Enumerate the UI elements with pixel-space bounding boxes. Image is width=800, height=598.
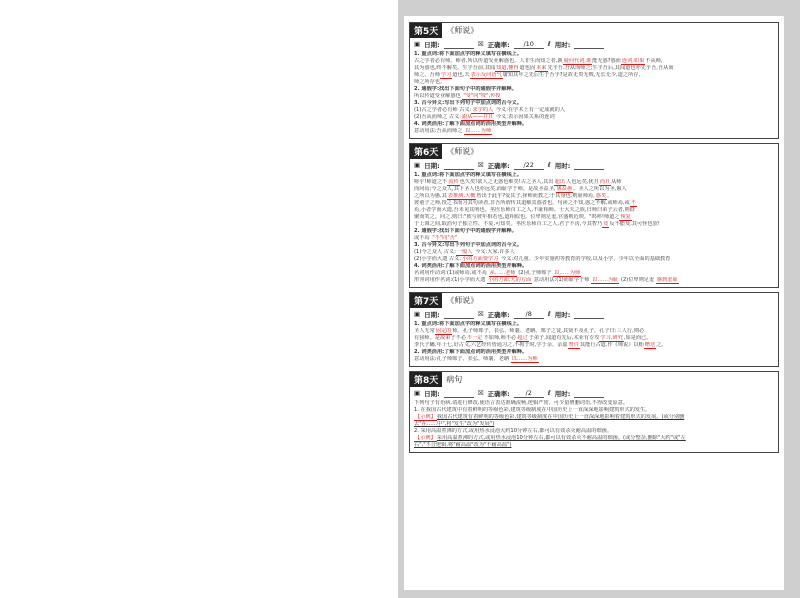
text-segment: 师之。吾师	[414, 72, 440, 78]
text-segment: (2)吾从而师之 古义:	[414, 114, 462, 120]
text-segment: 也久矣!欲人之无惑也难矣!古之圣人,其出	[459, 179, 554, 185]
text-line	[414, 328, 774, 335]
text-line	[414, 428, 774, 435]
text-segment: 4. 词类活用:了解下面加点词的活用类型并解释。	[414, 263, 528, 269]
text-segment: 。圣人之所以为圣,愚人	[573, 186, 627, 192]
answer-blank: 学习,研究	[600, 335, 623, 341]
answer-blank: 知道,懂得	[496, 65, 519, 71]
answer-blank: 恢复	[620, 214, 631, 220]
question-line	[414, 228, 774, 235]
text-segment: 意动用法:吾从而师之	[414, 128, 465, 134]
question-line	[414, 86, 774, 93]
answer-blank: 以……为师	[465, 128, 492, 134]
accuracy-value: /2	[514, 389, 544, 398]
text-segment: 人也远矣,犹且	[566, 179, 599, 185]
day-label: 第5天	[410, 23, 442, 38]
section-title: 《师说》	[446, 26, 479, 35]
text-segment: 1. 重点词:将下面加点字的释义填写在横线上。	[414, 172, 523, 178]
answer-blank: 表推测,大概	[447, 193, 476, 199]
meta-row	[414, 40, 774, 49]
time-field[interactable]	[574, 389, 604, 398]
question-line	[414, 321, 774, 328]
date-label: 日期:	[424, 162, 440, 170]
text-line	[414, 107, 774, 114]
answer-blank: 小的方面要学习	[462, 256, 499, 262]
text-line	[414, 114, 774, 121]
text-segment: 皆出于此乎?爱其子,择师而教之;于其身也,则耻师焉,	[476, 193, 595, 199]
time-field[interactable]	[574, 310, 604, 319]
text-segment: 。	[607, 193, 613, 199]
text-segment: 2. 词类活用:了解下面加点词的活用类型并解释。	[414, 349, 528, 355]
answer-blank: 连词,如果	[621, 58, 645, 64]
question-line	[414, 349, 774, 356]
answer-blank: 小的方面,大的方面	[488, 277, 532, 283]
meta-row	[414, 161, 774, 170]
text-line	[414, 65, 774, 72]
meta-row	[414, 310, 774, 319]
text-segment: 其能行古道,作《师说》以贻	[579, 342, 644, 348]
day-section	[409, 371, 779, 453]
text-line	[414, 277, 774, 284]
text-segment: 有我师。是故弟子不必	[414, 335, 466, 341]
answer-blank: 感到羞耻	[656, 277, 678, 283]
text-segment: (2)孔子师郯子	[516, 270, 554, 276]
text-line	[414, 221, 774, 228]
question-line	[414, 242, 774, 249]
calendar-icon: ▣	[414, 310, 421, 318]
text-line	[414, 435, 774, 442]
example-text: 我国古代建筑有着鲜明的等级色彩,建筑等级制度在中国历史上一直深深地影响着建筑形式的发展。(或分别删	[436, 414, 685, 420]
text-segment: 或不焉	[414, 235, 432, 241]
answer-blank: 固定的	[435, 328, 452, 334]
text-line	[414, 256, 774, 263]
check-icon: ☒	[477, 161, 484, 169]
example-text: 采用高温煮沸的方式,或用热水浸泡10分钟左右,都可以有效杀灭不耐高温的细菌。(或分整杂,删除"大约"或"左	[436, 435, 686, 441]
text-segment: 师之所存也。	[414, 79, 446, 85]
date-field[interactable]	[444, 310, 474, 319]
accuracy-label: 正确率:	[487, 162, 510, 170]
time-label: 用时:	[554, 311, 571, 319]
date-label: 日期:	[424, 41, 440, 49]
text-segment: 聚而笑之。问之,则曰:"彼与彼年相若也,道相似也。位卑则足羞,官盛则近谀。"呜呼!师道之	[414, 214, 620, 220]
text-segment: 今义:在学术上有一定成就的人	[494, 107, 566, 113]
text-segment: 先乎吾,吾从而师之;生乎吾后,其闻道也亦先乎吾,吾从而	[547, 65, 674, 71]
text-line	[414, 442, 774, 449]
answer-blank: 学习	[440, 72, 452, 78]
answer-blank: 从……老师	[489, 270, 516, 276]
answer-blank: 赞许	[568, 342, 579, 348]
text-segment: 所以传道受业解惑也	[414, 93, 463, 99]
meta-row	[414, 389, 774, 398]
example-text: 右","不合逻辑,将"耐高温"改为"不耐高温")	[414, 442, 512, 448]
question-line	[414, 121, 774, 128]
text-segment: 李氏子蟠,年十七,好古文,六艺经传皆通习之,不拘于时,学于余。余嘉	[414, 342, 568, 348]
text-segment: 于弟子,闻道有先后,术业有专攻	[528, 335, 600, 341]
text-segment: 1. 在我国古代建筑中有着鲜明的等级色彩,建筑等级制度在中国历史上一直深深地影响建筑形式的发生。	[414, 407, 651, 413]
answer-blank: 惑矣	[595, 193, 607, 199]
text-segment: 于上调之间,取消句子独立性	[414, 221, 478, 227]
day-section	[409, 143, 779, 288]
text-segment: (2)小学而大遗 古义:	[414, 256, 462, 262]
text-segment: 2. 通假字:找出下面句子中的通假字并解释。	[414, 86, 517, 92]
text-line	[414, 179, 774, 186]
section-header	[410, 372, 774, 387]
text-segment: (2)位卑则足羞	[619, 277, 656, 283]
text-segment: 3. 古今异义:写出下列句子中加点词的古今义。	[414, 242, 523, 248]
time-field[interactable]	[574, 161, 604, 170]
timer-icon: ℓ	[547, 310, 551, 318]
answer-blank: 竟	[603, 221, 609, 227]
text-segment: ,如是而已。	[623, 335, 652, 341]
example-text: 去"在……中",将"发生"改为"发展")	[414, 421, 495, 427]
answer-blank: 超出	[554, 179, 565, 185]
text-line	[414, 407, 774, 414]
section-title: 病句	[446, 375, 463, 384]
question-line	[414, 100, 774, 107]
answer-blank: "受"同"授",传授	[463, 93, 501, 99]
answer-blank: 一般人	[456, 249, 473, 255]
answer-blank: 不一定	[466, 335, 483, 341]
text-segment: 从师	[611, 179, 622, 185]
text-segment: 2. 采用高温煮沸的方式,或用热水浸泡大约10分钟左右,都可以有效杀灭耐高温的细菌。	[414, 428, 613, 434]
text-line	[414, 249, 774, 256]
answer-blank: 愚益愚	[556, 186, 573, 192]
accuracy-label: 正确率:	[487, 41, 510, 49]
text-line	[414, 186, 774, 193]
section-title: 《师说》	[446, 147, 479, 156]
accuracy-value: /10	[514, 40, 544, 49]
text-segment: 2. 通假字:找出下面句子中的通假字并解释。	[414, 228, 517, 234]
answer-blank: 跟从——并且	[462, 114, 494, 120]
section-header	[410, 293, 774, 308]
text-segment: 圣人无常	[414, 328, 435, 334]
text-segment: 3. 古今异义:写出下列句子中加点词的古今义。	[414, 100, 523, 106]
text-segment: 1. 重点词:将下面加点字的释义填写在横线上。	[414, 321, 523, 327]
time-field[interactable]	[574, 40, 604, 49]
text-segment: 师。孔子师郯子、苌弘、师襄、老聃。郯子之徒,其贤不及孔子。孔子曰:三人行,则必	[452, 328, 645, 334]
accuracy-label: 正确率:	[487, 311, 510, 319]
answer-blank: 超过	[517, 335, 528, 341]
text-segment: 而问焉;今之众人,其下圣人也亦远矣,而耻学于师。是故圣益圣,	[414, 186, 556, 192]
answer-blank: 本来	[536, 65, 547, 71]
text-segment: 道也固	[519, 65, 536, 71]
text-line	[414, 72, 774, 79]
text-line	[414, 414, 774, 421]
day-section	[409, 292, 779, 367]
date-field[interactable]	[444, 161, 474, 170]
text-segment: 4. 词类活用:了解下面加点词的活用类型并解释。	[414, 121, 528, 127]
text-segment: 之所以为愚,其	[414, 193, 447, 199]
text-line	[414, 235, 774, 242]
text-segment: 之。	[656, 342, 667, 348]
text-segment: (1)古之学者必有师 古义:	[414, 107, 472, 113]
question-line	[414, 172, 774, 179]
text-line	[414, 128, 774, 135]
answer-blank: 以……为师	[511, 356, 538, 362]
answer-blank: 疑问代词,谁	[563, 58, 592, 64]
text-segment: 今义:大家,许多人	[473, 249, 515, 255]
text-segment: 反不能及,其可怪也欤!	[609, 221, 660, 227]
text-segment: 下列句子有语病,请进行修改,使语言表达准确流畅,逻辑严密。可少量增删词语,不得改变原意。	[414, 400, 629, 406]
text-line	[414, 79, 774, 86]
day-section	[409, 22, 779, 139]
time-label: 用时:	[554, 162, 571, 170]
text-segment: 名词用作动词:(1)或师焉,或不焉	[414, 270, 489, 276]
accuracy-value: /8	[514, 310, 544, 319]
calendar-icon: ▣	[414, 161, 421, 169]
text-segment: 嗟乎!师道之不	[414, 179, 448, 185]
answer-blank: 求学的人	[472, 107, 494, 113]
answer-blank: 赠送	[644, 342, 656, 348]
text-line	[414, 207, 774, 214]
text-segment: 意动用法:孔子师郯子、苌弘、师襄、老聃	[414, 356, 511, 362]
text-segment: (1)今之众人 古义:	[414, 249, 456, 255]
answer-blank: 尚且	[599, 179, 611, 185]
answer-blank: 流传	[448, 179, 459, 185]
answer-blank: "不"同"否"	[432, 235, 458, 241]
day-label: 第8天	[410, 372, 442, 387]
calendar-icon: ▣	[414, 40, 421, 48]
answer-blank: 以……为师	[554, 270, 581, 276]
worksheet-page	[404, 16, 784, 590]
date-label: 日期:	[424, 311, 440, 319]
text-line	[414, 200, 774, 207]
text-line	[414, 342, 774, 349]
accuracy-label: 正确率:	[487, 390, 510, 398]
timer-icon: ℓ	[547, 161, 551, 169]
time-label: 用时:	[554, 41, 571, 49]
timer-icon: ℓ	[547, 40, 551, 48]
text-segment: 今义:对儿童、少年实施初等教育的学校,以及小学、少年以全面的基础教育	[499, 256, 671, 262]
date-field[interactable]	[444, 389, 474, 398]
text-segment: 意动用法:(1)而耻学于师	[532, 277, 592, 283]
text-segment: 今义:表示因果关系的连词	[494, 114, 555, 120]
text-segment: 庸知其年之先后生于吾乎?是故无贵无贱,无长无少,道之所存,	[502, 72, 641, 78]
accuracy-value: /22	[514, 161, 544, 170]
text-segment: 形容词用作名词:(1)小学而大遗	[414, 277, 487, 283]
date-label: 日期:	[424, 390, 440, 398]
check-icon: ☒	[477, 389, 484, 397]
answer-blank: 不	[630, 200, 636, 206]
question-line	[414, 263, 774, 270]
text-segment: 道也,夫	[452, 72, 470, 78]
text-segment: 其为惑也,终不解矣。生乎吾前,其闻	[414, 65, 496, 71]
question-line	[414, 51, 774, 58]
section-header	[410, 23, 774, 38]
text-line	[414, 421, 774, 428]
text-segment: 1. 重点词:将下面加点字的释义填写在横线上。	[414, 51, 523, 57]
text-segment: 焉,小者学而大遗,吾未见其明也。巫医乐师百工之人,不耻相师。士大夫之族,曰师曰弟子云者,则群	[414, 207, 635, 213]
check-icon: ☒	[477, 310, 484, 318]
text-segment: 不从师,	[645, 58, 663, 64]
text-segment: 。不复,可知矣。巫医乐师百工之人,君子不齿,今其智乃	[477, 221, 603, 227]
example-tag: 【示例】	[415, 414, 436, 420]
text-line	[414, 93, 774, 100]
time-label: 用时:	[554, 390, 571, 398]
timer-icon: ℓ	[547, 389, 551, 397]
section-title: 《师说》	[446, 296, 479, 305]
text-line	[414, 356, 774, 363]
example-tag: 【示例】	[415, 435, 436, 441]
text-line	[414, 193, 774, 200]
text-line	[414, 270, 774, 277]
day-label: 第7天	[410, 293, 442, 308]
text-line	[414, 335, 774, 342]
day-label: 第6天	[410, 144, 442, 159]
text-segment: 不如师,师不必	[483, 335, 517, 341]
text-segment: 古之学者必有师。师者,所以传道受业解惑也。人非生而知之者,孰	[414, 58, 563, 64]
answer-blank: 表示反问语气	[470, 72, 502, 78]
text-line	[414, 58, 774, 65]
section-header	[410, 144, 774, 159]
calendar-icon: ▣	[414, 389, 421, 397]
answer-blank: 以……为耻	[592, 277, 619, 283]
text-segment: 能无惑?惑而	[592, 58, 621, 64]
date-field[interactable]	[444, 40, 474, 49]
text-line	[414, 400, 774, 407]
text-segment: 彼童子之师,授之书而习其句读者,非吾所谓传其道解其惑者也。句读之不知,惑之不解,或师焉,或	[414, 200, 630, 206]
check-icon: ☒	[477, 40, 484, 48]
text-line	[414, 214, 774, 221]
